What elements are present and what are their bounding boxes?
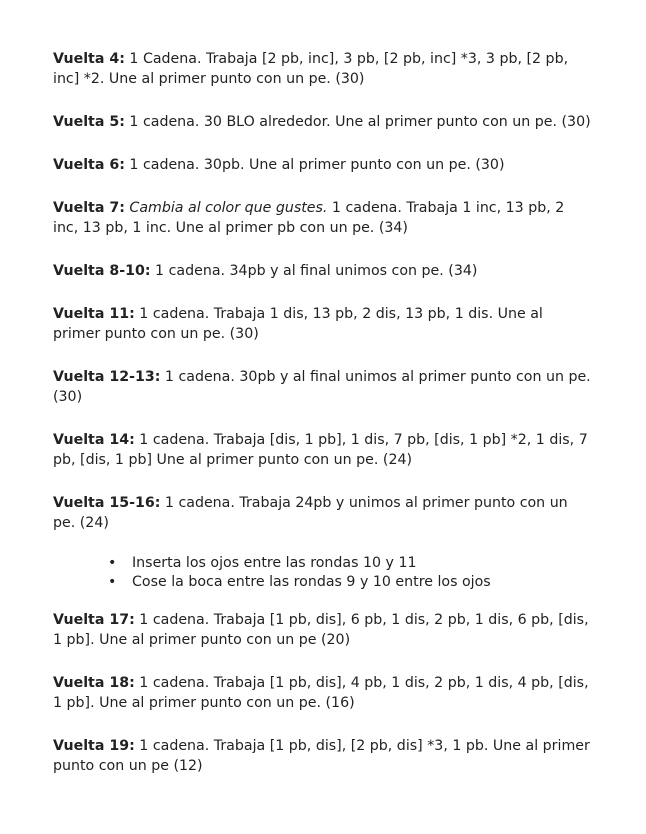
round-19-instruction xyxy=(53,736,593,776)
round-12-13-instruction xyxy=(53,367,593,407)
round-text: 1 cadena. Trabaja [1 pb, dis], [2 pb, dis] *3, 1 pb. Une al primer punto con un pe (12) xyxy=(53,738,590,774)
round-text: 1 cadena. Trabaja [1 pb, dis], 4 pb, 1 dis, 2 pb, 1 dis, 4 pb, [dis, 1 pb]. Une al primer punto con un pe. (16) xyxy=(53,675,589,711)
round-8-10-instruction xyxy=(53,261,593,281)
round-5-instruction xyxy=(53,112,593,132)
round-7-instruction xyxy=(53,198,593,238)
round-label: Vuelta 11: xyxy=(53,306,135,322)
list-item xyxy=(108,573,593,592)
round-text: 1 Cadena. Trabaja [2 pb, inc], 3 pb, [2 pb, inc] *3, 3 pb, [2 pb, inc] *2. Une al primer punto con un pe. (30) xyxy=(53,51,569,87)
round-text: 1 cadena. 30 BLO alrededor. Une al primer punto con un pe. (30) xyxy=(124,114,591,130)
list-item xyxy=(108,554,593,573)
document-body xyxy=(53,49,593,799)
round-text: 1 cadena. 30pb. Une al primer punto con un pe. (30) xyxy=(124,157,505,173)
round-text: 1 cadena. Trabaja [1 pb, dis], 6 pb, 1 dis, 2 pb, 1 dis, 6 pb, [dis, 1 pb]. Une al primer punto con un pe (20) xyxy=(53,612,589,648)
round-label: Vuelta 5: xyxy=(53,114,125,130)
round-text: 1 cadena. Trabaja 1 inc, 13 pb, 2 inc, 13 pb, 1 inc. Une al primer pb con un pe. (34) xyxy=(53,200,565,236)
round-label: Vuelta 17: xyxy=(53,612,135,628)
round-label: Vuelta 4: xyxy=(53,51,125,67)
round-label: Vuelta 7: xyxy=(53,200,125,216)
bullet-text: Cose la boca entre las rondas 9 y 10 entre los ojos xyxy=(132,574,491,590)
round-text: 1 cadena. 34pb y al final unimos con pe. (34) xyxy=(150,263,478,279)
round-label: Vuelta 6: xyxy=(53,157,125,173)
round-15-16-instruction xyxy=(53,493,593,533)
round-11-instruction xyxy=(53,304,593,344)
bullet-icon: • xyxy=(108,574,117,590)
bullet-icon: • xyxy=(108,555,117,571)
round-text: 1 cadena. Trabaja 1 dis, 13 pb, 2 dis, 13 pb, 1 dis. Une al primer punto con un pe. (30) xyxy=(53,306,543,342)
bullet-text: Inserta los ojos entre las rondas 10 y 11 xyxy=(132,555,417,571)
round-label: Vuelta 15-16: xyxy=(53,495,161,511)
round-label: Vuelta 14: xyxy=(53,432,135,448)
round-4-instruction xyxy=(53,49,593,89)
round-text: 1 cadena. Trabaja 24pb y unimos al primer punto con un pe. (24) xyxy=(53,495,568,531)
round-6-instruction xyxy=(53,155,593,175)
round-14-instruction xyxy=(53,430,593,470)
round-18-instruction xyxy=(53,673,593,713)
round-label: Vuelta 18: xyxy=(53,675,135,691)
round-text: 1 cadena. Trabaja [dis, 1 pb], 1 dis, 7 pb, [dis, 1 pb] *2, 1 dis, 7 pb, [dis, 1 pb] Une al primer punto con un pe. (24) xyxy=(53,432,588,468)
round-label: Vuelta 19: xyxy=(53,738,135,754)
round-label: Vuelta 12-13: xyxy=(53,369,161,385)
color-change-note: Cambia al color que gustes. xyxy=(129,200,328,216)
round-text: 1 cadena. 30pb y al final unimos al primer punto con un pe. (30) xyxy=(53,369,591,405)
round-17-instruction xyxy=(53,610,593,650)
assembly-notes-list xyxy=(53,554,593,592)
round-label: Vuelta 8-10: xyxy=(53,263,151,279)
